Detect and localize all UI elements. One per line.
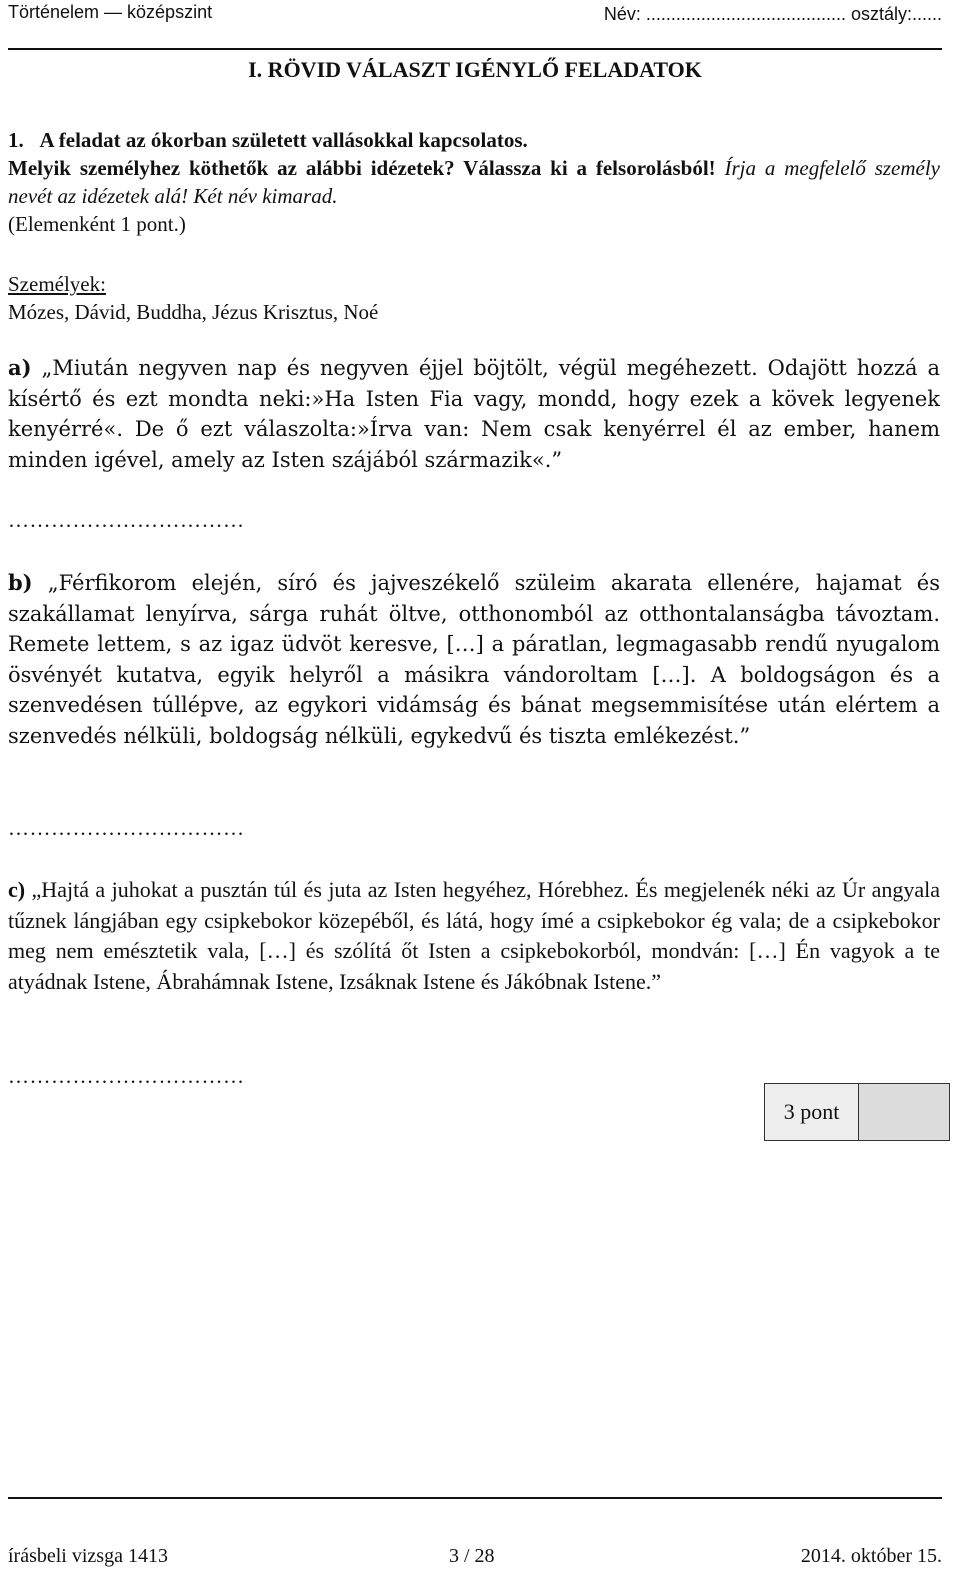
answer-line-b[interactable]: ……………………………: [8, 816, 245, 840]
task-instruction: Írja a megfelelő személy nevét az idézetek alá! Két név kimarad.: [8, 156, 940, 208]
exam-date: 2014. október 15.: [800, 1545, 942, 1567]
quote-text: „Férfikorom elején, síró és jajveszékelő szüleim akarata ellenére, hajamat és szakállamat lenyírva, sárga ruhát öltve, otthonomból az otthontalanságba távoztam. Remete lettem, s az igaz üdvöt keresve, […] a páratlan, legmagasabb rendű nyugalom ösvényét kutatva, egyik helyről a másikra vándoroltam […]. A boldogságon és a szenvedésen túllépve, az egykori vidámság és bánat megsemmisítése után elértem a szenvedés nélküli, boldogság nélküli, egykedvű és tiszta emlékezést.”: [8, 571, 940, 748]
task-number: 1.: [8, 128, 24, 152]
task-description: [8, 126, 940, 238]
quote-c: [8, 875, 940, 997]
quote-b: [8, 568, 940, 751]
quote-text: „Miután negyven nap és negyven éjjel böjtölt, végül megéhezett. Odajött hozzá a kísértő és ezt mondta neki:»Ha Isten Fia vagy, mondd, hogy ezek a kövek legyenek kenyérré«. De ő ezt válaszolta:»Írva van: Nem csak kenyérrel él az ember, hanem minden igével, amely az Isten szájából származik«.”: [8, 356, 940, 472]
task-question-line1: [8, 126, 940, 154]
persons-list: Mózes, Dávid, Buddha, Jézus Krisztus, Noé: [8, 300, 379, 324]
quote-letter: a): [8, 355, 32, 380]
subject-label: Történelem — középszint: [8, 2, 213, 22]
section-title: I. RÖVID VÁLASZT IGÉNYLŐ FELADATOK: [248, 57, 702, 82]
answer-line-a[interactable]: ……………………………: [8, 508, 245, 532]
answer-line-c[interactable]: ……………………………: [8, 1064, 245, 1088]
score-value-cell[interactable]: [859, 1084, 949, 1140]
quote-a: [8, 353, 940, 475]
page-number: 3 / 28: [449, 1545, 495, 1567]
task-question-text: A feladat az ókorban született vallásokkal kapcsolatos.: [39, 128, 528, 152]
name-class-field: Név: ........................................ osztály:......: [603, 4, 942, 24]
persons-label: Személyek:: [8, 272, 106, 296]
page-header: [8, 0, 942, 36]
quote-text: „Hajtá a juhokat a pusztán túl és juta az Isten hegyéhez, Hórebhez. És megjelenék néki az Úr angyala tűznek lángjában egy csipkebokor közepéből, és látá, hogy ímé a csipkebokor ég vala; de a csipkebokor meg nem emésztetik vala, […] és szólítá őt Isten a csipkebokorból, mondván: […] Én vagyok a te atyádnak Istene, Ábrahámnak Istene, Izsáknak Istene és Jákóbnak Istene.”: [8, 877, 941, 994]
exam-code: írásbeli vizsga 1413: [8, 1545, 168, 1567]
header-divider: [8, 48, 942, 50]
task-points: (Elemenként 1 pont.): [8, 212, 186, 236]
score-box: [764, 1083, 950, 1141]
score-label: 3 pont: [765, 1084, 859, 1140]
quote-letter: c): [8, 877, 26, 902]
task-question-text-2: Melyik személyhez köthetők az alábbi idézetek? Válassza ki a felsorolásból!: [8, 156, 716, 180]
footer-divider: [8, 1497, 942, 1499]
quote-letter: b): [8, 570, 33, 595]
task-question-line2: [8, 154, 940, 210]
